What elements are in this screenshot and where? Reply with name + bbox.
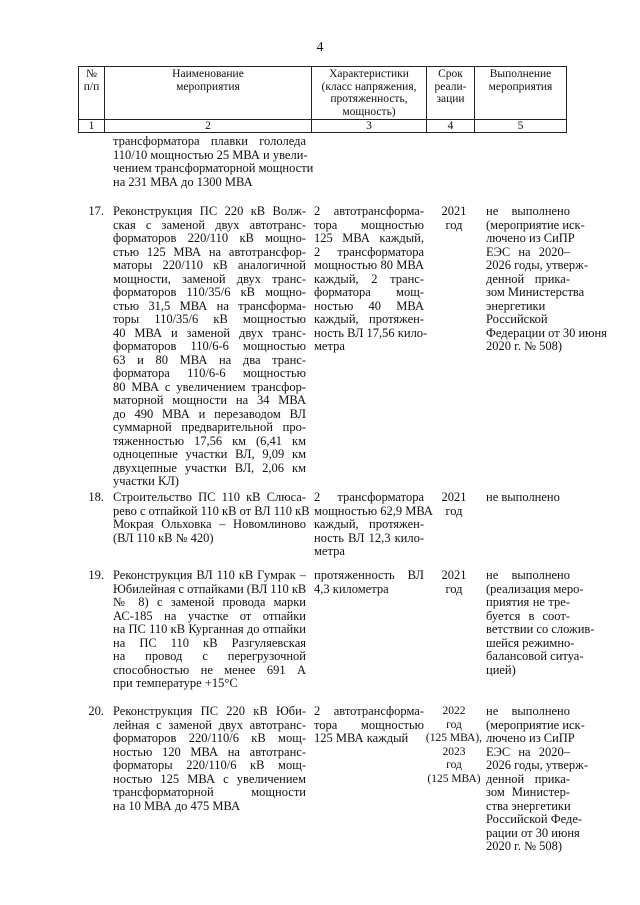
text-line: 125 МВА каждый,	[314, 231, 424, 245]
header-num-2: 2	[105, 120, 312, 133]
text-line: 2020 г. № 508)	[486, 839, 563, 853]
text-line: не выполнено	[486, 490, 560, 504]
item-number: 19.	[88, 568, 104, 582]
text-line: мощность)	[342, 105, 396, 118]
text-line: 2 трансформатора	[314, 490, 424, 504]
text-line: не выполнено	[486, 568, 570, 582]
text-line: чением трансформаторной мощности	[113, 161, 314, 175]
text-line: № 8) с заменой провода марки	[113, 595, 306, 609]
text-line: 2021	[441, 204, 467, 218]
text-line: год	[445, 217, 463, 232]
text-line: 2026 годы, утверж-	[486, 258, 588, 272]
text-line: Строительство ПС 110 кВ Слюса-	[113, 490, 306, 504]
text-line: 2021	[441, 490, 467, 504]
text-line: мощностью 80 МВА	[314, 258, 424, 272]
text-line: трансформатора плавки гололеда	[113, 134, 306, 148]
text-line: (ВЛ 110 кВ № 420)	[113, 530, 214, 545]
text-line: ветствии со сложив-	[486, 622, 595, 636]
text-line: не выполнено	[486, 704, 570, 718]
text-line: (мероприятие иск-	[486, 717, 585, 732]
header-num-4: 4	[427, 120, 475, 133]
text-line: буется в соот-	[486, 608, 570, 623]
text-line: (мероприятие иск-	[486, 217, 585, 232]
text-line: 2 трансформатора	[314, 244, 424, 259]
text-line: каждый, 2 транс-	[314, 271, 424, 286]
text-line: тора мощностью	[314, 217, 424, 232]
text-line: торы 110/35/6 кВ мощностью	[113, 312, 306, 326]
text-line: 2020 г. № 508)	[486, 339, 563, 353]
item-characteristics	[314, 204, 428, 354]
item-characteristics	[314, 490, 433, 559]
item-term	[425, 491, 483, 518]
text-line: на провод с перегрузочной	[113, 649, 306, 663]
text-line: приятия не тре-	[486, 595, 570, 609]
text-line: лейная с заменой двух автотранс-	[113, 717, 306, 732]
table-header	[78, 66, 567, 133]
text-line: не выполнено	[486, 204, 570, 218]
text-line: (125 МВА)	[427, 772, 481, 785]
item-term	[425, 205, 483, 232]
text-line: суммарной предварительной про-	[113, 420, 306, 434]
text-line: способностью не менее 691 А	[113, 662, 306, 677]
text-line: год	[445, 503, 463, 518]
text-line: каждый, протяжен-	[314, 517, 424, 531]
text-line: рации от 30 июня	[486, 825, 580, 840]
text-line: форматоров 220/110/6 кВ мощ-	[113, 731, 306, 745]
item-term	[425, 705, 483, 786]
text-line: 2 автотрансформа-	[314, 204, 424, 218]
text-line: АС-185 на участке от отпайки	[113, 608, 306, 623]
text-line: лючено из СиПР	[486, 231, 575, 245]
text-line: трансформаторной мощности	[113, 785, 306, 799]
text-line: (реализация меро-	[486, 581, 584, 596]
text-line: Реконструкция ПС 220 кВ Юби-	[113, 704, 306, 718]
text-line: протяженность,	[330, 93, 408, 105]
text-line: 110/10 мощностью 25 МВА и увели-	[113, 147, 308, 162]
text-line: тора мощностью	[314, 717, 424, 732]
text-line: Характеристики	[329, 68, 409, 80]
text-line: (125 МВА),	[425, 732, 483, 744]
continuation-name	[113, 134, 314, 189]
text-line: маторной мощности на 34 МВА	[113, 393, 306, 407]
text-line: на ПС 110 кВ Курганная до отпайки	[113, 622, 306, 636]
text-line: 2021	[441, 568, 467, 582]
text-line: двухцепные участки ВЛ, 2,06 км	[113, 460, 306, 475]
header-col-completion	[475, 67, 567, 120]
text-line: (класс напряжения,	[321, 80, 417, 93]
item-completion	[486, 568, 595, 677]
text-line: год	[446, 759, 462, 771]
text-line: ЕЭС на 2020–	[486, 244, 570, 259]
text-line: реали-	[434, 80, 467, 93]
item-characteristics	[314, 569, 424, 596]
text-line: №	[86, 68, 97, 80]
text-line: форматоров 220/110 кВ мощно-	[113, 231, 306, 245]
text-line: стью 31,5 МВА на трансформа-	[113, 298, 306, 313]
text-line: Федерации от 30 июня	[486, 325, 607, 340]
text-line: форматора 110/6-6 мощностью	[113, 366, 306, 380]
item-completion	[486, 491, 570, 505]
page-number: 4	[316, 40, 324, 55]
text-line: 2022	[442, 705, 466, 717]
text-line: ностью 120 МВА на автотранс-	[113, 744, 306, 759]
text-line: зом Министер-	[486, 785, 570, 799]
text-line: Российской Феде-	[486, 812, 583, 826]
text-line: 125 МВА каждый	[314, 731, 409, 745]
text-line: 63 и 80 МВА на два транс-	[113, 352, 306, 367]
text-line: ностью 40 МВА	[314, 298, 424, 313]
text-line: шейся режимно-	[486, 635, 575, 650]
text-line: Выполнение	[489, 68, 552, 80]
header-col-characteristics	[312, 67, 427, 120]
text-line: 2023	[442, 745, 466, 758]
header-num-1: 1	[79, 120, 105, 133]
text-line: рево с отпайкой 110 кВ от ВЛ 110 кВ	[113, 503, 310, 518]
text-line: денной прика-	[486, 771, 570, 786]
text-line: до 490 МВА и перезаводом ВЛ	[113, 406, 306, 421]
text-line: 2026 годы, утверж-	[486, 758, 588, 772]
text-line: зации	[436, 93, 465, 105]
text-line: ская с заменой двух автотранс-	[113, 217, 306, 232]
text-line: форматоров 110/35/6 кВ мощно-	[113, 285, 306, 299]
text-line: ства энергетики	[486, 798, 571, 813]
text-line: Российской	[486, 312, 548, 326]
text-line: каждый, протяжен-	[314, 312, 424, 326]
text-line: 2 автотрансформа-	[314, 704, 424, 718]
text-line: Юбилейная с отпайками (ВЛ 110 кВ	[113, 581, 307, 596]
item-number: 20.	[88, 704, 104, 718]
text-line: п/п	[83, 80, 100, 93]
text-line: Срок	[438, 68, 463, 80]
text-line: лючено из СиПР	[486, 731, 575, 745]
text-line: ность ВЛ 12,3 кило-	[314, 530, 424, 545]
text-line: мощности, заменой двух транс-	[113, 271, 306, 286]
text-line: зом Министерства	[486, 285, 585, 299]
header-col-number	[79, 67, 105, 120]
text-line: тяженностью 17,56 км (6,41 км	[113, 433, 306, 448]
item-term	[425, 569, 483, 596]
text-line: Реконструкция ПС 220 кВ Волж-	[113, 204, 306, 218]
text-line: Наименование	[172, 68, 244, 80]
text-line: год	[446, 718, 462, 731]
text-line: Реконструкция ВЛ 110 кВ Гумрак –	[113, 568, 306, 582]
text-line: 40 МВА и заменой двух транс-	[113, 325, 306, 340]
text-line: форматоры 220/110/6 кВ мощ-	[113, 758, 306, 772]
text-line: мероприятия	[488, 80, 553, 93]
item-completion	[486, 704, 588, 854]
text-line: маторы 220/110 кВ аналогичной	[113, 258, 306, 272]
text-line: на ПС 110 кВ Разгуляевская	[113, 635, 306, 650]
text-line: стью 125 МВА на автотрансфор-	[113, 244, 306, 259]
text-line: форматора мощ-	[314, 285, 424, 299]
item-name	[113, 705, 306, 813]
text-line: форматоров 110/6-6 мощностью	[113, 339, 306, 353]
header-num-3: 3	[312, 120, 427, 133]
item-completion	[486, 204, 607, 354]
text-line: 80 МВА с увеличением трансфор-	[113, 379, 306, 394]
item-characteristics	[314, 705, 424, 746]
item-name	[113, 205, 306, 489]
text-line: ностью 125 МВА с увеличением	[113, 771, 306, 786]
text-line: метра	[314, 339, 345, 353]
header-col-name	[105, 67, 312, 120]
text-line: 4,3 километра	[314, 581, 389, 596]
text-line: одноцепные участки ВЛ, 9,09 км	[113, 447, 306, 461]
item-name	[113, 569, 306, 691]
text-line: ность ВЛ 17,56 кило-	[314, 325, 428, 340]
text-line: при температуре +15°С	[113, 676, 238, 690]
text-line: протяженность ВЛ	[314, 568, 424, 582]
text-line: энергетики	[486, 298, 546, 313]
text-line: денной прика-	[486, 271, 570, 286]
text-line: мощностью 62,9 МВА	[314, 503, 433, 518]
item-number: 17.	[88, 204, 104, 218]
header-num-5: 5	[475, 120, 567, 133]
text-line: Мокрая Ольховка – Новомлиново	[113, 517, 306, 531]
header-col-term	[427, 67, 475, 120]
text-line: на 231 МВА до 1300 МВА	[113, 174, 253, 189]
item-number: 18.	[88, 490, 104, 504]
text-line: мероприятия	[176, 80, 240, 93]
text-line: балансовой ситуа-	[486, 649, 584, 663]
text-line: цией)	[486, 662, 516, 677]
text-line: на 10 МВА до 475 МВА	[113, 798, 241, 813]
text-line: ЕЭС на 2020–	[486, 744, 570, 759]
text-line: участки КЛ)	[113, 474, 179, 488]
text-line: метра	[314, 544, 345, 558]
text-line: год	[445, 581, 463, 596]
item-name	[113, 490, 310, 545]
